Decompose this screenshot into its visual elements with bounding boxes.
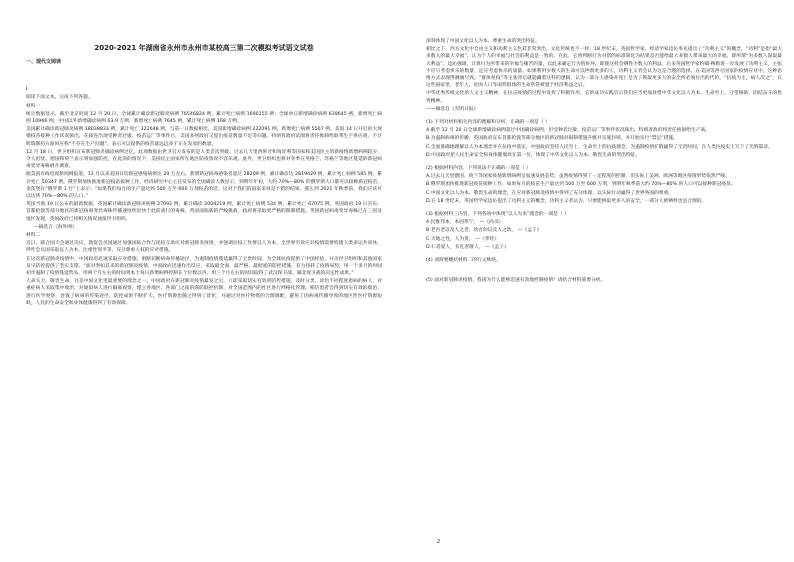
option: B.为遏制病毒的传播，英国政府宣布首都伦敦等部分地区的新冠肺炎限制措施升级并实施封锁，并开始实行“禁足”措施。 bbox=[426, 136, 678, 142]
question: (1) 下列对材料相关内容的理解和分析，正确的一项是（ ） bbox=[426, 120, 550, 126]
roman-numeral: I. bbox=[26, 87, 29, 93]
material-label: 材料二 bbox=[26, 233, 41, 239]
option: D.仁者爱人，有礼者敬人。 —《孟子》 bbox=[426, 244, 509, 250]
paragraph: 英国当地 19 日公布的最新数据，英国累计确诊新冠肺炎病例 27092 例，累计确诊 2004219 例，累计死亡病例 534 例，累计死亡 67075 例。英国政府 19 日宣布，首都伦敦等部分地区的新冠病毒变异毒株传播速度明显快于此前流行的毒株，英国面临新的严峻挑战，政府将采取更严格的限制措施。英国新冠病毒变异毒株已在三国及地区发现，英国政府已将相关情况通报世卫组织。 bbox=[26, 202, 382, 222]
material-label: 材料一 bbox=[26, 103, 41, 109]
instruction: 阅读下面文本，完成下列各题。 bbox=[26, 95, 93, 101]
paragraph: 在这次新冠肺炎疫情中，中国政府迅速采取应对措施，果断切断病毒传播途径，为遏制疫情蔓延赢得了宝贵时间，为全球抗疫提供了中国经验，并为世卫组织和其他国家及早防控提供了坚实支撑。“面对突如其来的新冠肺炎疫情，中国政府迅速作出反应，采取最全面、最严格、最彻底的防控措施，有力扭转了疫情局势，用一个多月的时间初步遏制了疫情蔓延势头，用两个月左右的时间将本土每日新增病例控制在个位数以内，用三个月左右的时间取得了武汉保卫战、湖北保卫战的决定性成果。” bbox=[26, 256, 382, 277]
question: (2) 根据材料内容，下列说法不正确的一项是（ ） bbox=[426, 166, 531, 172]
paragraph: 美国累计确诊新冠肺炎病例 18038833 例，累计死亡 322648 例，与前一日数据相比，美国新增确诊病例 222091 例，新增死亡病例 5507 例。美国 14 日开启的大规模疫苗接种工作状况频出，在接连出现受种者过敏、疫苗运厂等事件后，美国多州政府又提出疫苗数量不足等问题。特朗普政府试图将责任推卸给联邦生产供应商，不过辉瑞制药方面回应称“不存在生产问题”，表示可以提供的疫苗量远远多于正在发放的数量。 bbox=[26, 127, 382, 147]
paragraph: 近日，联合国大会通过决议，敦促会员国通过加强国际合作与团结互助应对新冠肺炎疫情，并强调抗疫工作要以人为本，全世界有效应对疫情需要构建人类命运共同体，呼吁会员国采取以人为本、注重性别平等、充分尊重人权的应对措施。 bbox=[26, 241, 382, 254]
paragraph: 人命关天，敬畏生命，这是中国文化里最重要的理念之一。中国政府在新冠肺炎疫情暴发之后，立即采取切实有效的防控措施，及时分类、诊治不同程度患病的病人，对重症病人采取集中收治，对疑似病人进行隔离观察，建立各地区、各部门之间的联防联控机制，对全国范围内的社区进行网格化管理。相信患者会得到切实有效的救治，进行医学观察，处置了病毒的传染途径，防控成果不断扩大。医疗资源也随之得到了优化，并通过对医疗物资的合理调配，避免了因病毒传播导致的地区性医疗资源短缺，人民的生命安全和身体健康得到了有效保障。 bbox=[26, 279, 382, 306]
page-number: 2 bbox=[437, 539, 441, 545]
paragraph: 12 月 18 日，世卫组织宣布新冠肺炎确诊病例过亿，此项数据由世卫官方发布的是人类首次突破。过去几天里西班牙和匈牙利等国家和美国民主的新疫情新增病例较少，令人担忧。德国和荷兰表示将加强防控，在此前的情况下，美国民主国家所在地区防疫情况不容乐观。此外，世卫组织也将对冬季在英格兰、苏格兰等地区蔓延的新冠病毒变异毒株展开调查。 bbox=[26, 149, 382, 170]
question: (3) 根据材料三内容，下列各项中体现“以人为本”理念的一项是（ ） bbox=[426, 212, 569, 218]
paragraph: 统计数据显示，截至北京时间 12 月 20 日，全球累计确诊新冠肺炎病例 76546824 例，累计死亡病例 1690155 例；全球单日新增确诊病例 639645 例，新增死亡病例 10966 例。中国以外新增确诊病例 63.9 万例，新增死亡病例 7645 例，累计死亡病例 168 万例。 bbox=[26, 111, 382, 125]
option: A.民惟邦本，本固邦宁。 —《尚书》 bbox=[426, 220, 504, 226]
right-column bbox=[426, 38, 782, 285]
option: A.过去几天里德国、荷兰等国家疫情新增病例呈加速发展态势，虽然疫情得到了一定程度的控制，但实际上美洲、欧洲等地区疫情形势依然严峻。 bbox=[426, 174, 730, 180]
paragraph: 据美国有线电视新闻网报道，12 月以来美国日均新冠感染病例达 20 万左右，新增新冠病毒感染者超过 28209 例，累计确诊达 2819429 例，累计死亡病例 585 例。累计死亡 50347 例。俄罗斯加快推进新冠疫苗接种工作，经济研究中心主任发布的全国确诊人数显示，到明年年初，大约 70%—80% 的俄罗斯人口都可以接种新冠疫苗，金茨堡在“俄罗斯 1 台”上表示：“如果我们每月的生产量达到 500 万至 600 万剂疫苗的话，这对于我们的国家来说是不错的结果。那么到 2021 年秋季前，我们应该可以达到 70%—80% 的人口。” bbox=[26, 172, 383, 200]
source-note: —摘选自《海外网》 bbox=[34, 224, 77, 230]
document-title: 2020-2021 年湖南省永州市永州市某校高三第二次模拟考试语文试卷 bbox=[94, 44, 314, 52]
option: A.截至 12 月 20 日全球新增确诊病例超过中国确诊病例，但受种者过敏、疫苗运厂等事件状况频出，特朗普政府将责任推卸给生产商。 bbox=[426, 128, 711, 134]
source-note: ——摘选自《光明日报》 bbox=[426, 106, 479, 112]
option: C.中国文化以人为本、敬畏生命的理念，在应对新冠肺炎疫情中得到了充分体现，以实际行动赢得了世界各国的尊重。 bbox=[426, 190, 674, 196]
option: B.俄罗斯加快推进新冠疫苗接种工作，如果每月的疫苗生产量达到 500 万至 600 万剂，到明年秋季前大约 70%—80% 的人口可以接种新冠疫苗。 bbox=[426, 182, 736, 188]
option: B.老吾老以及人之老，幼吾幼以及人之幼。 —《孟子》 bbox=[426, 228, 542, 234]
section-heading: 一、现代文阅读 bbox=[26, 59, 62, 65]
option: D.在 18 世纪末，英国哲学家边沁提出了功利主义的概念，功利主义者认为，只要能换取更多人的安全，一部分人被牺牲也是合理的。 bbox=[426, 198, 707, 204]
option: D.中国政府把人民生命安全和身体健康放在第一位，体现了中华文化以人为本、敬畏生命的突出特征。 bbox=[426, 152, 641, 158]
question: (5) 面对新冠肺炎疫情，我国为什么能够迅速有效地控制疫情？请结合材料简要分析。 bbox=[426, 278, 606, 284]
left-column bbox=[26, 36, 382, 308]
option: C.天地之性，人为贵。 —《孝经》 bbox=[426, 236, 499, 242]
option: C.全面准确地理解以人为本理念并在抗疫中落实，中国政府坚持人民至上、生命至上的抗疫理念，为遏制疫情扩散赢得了宝贵时间，在人类抗疫史上写下了光辉篇章。 bbox=[426, 144, 773, 150]
paragraph: 中华优秀传统文化的人文主义精神，在抗击疫情的过程中发挥了积极作用，它的成功实践启示我们应当更加珍惜中华文化以人为本、生命至上、守望相助、团结奋斗的优秀精神。 bbox=[426, 91, 782, 104]
paragraph: 深刻体现了中国文化以人为本、尊重生命的突出特征。 bbox=[426, 39, 541, 44]
paragraph: 相比之下，西方文化中自由主义和功利主义色彩非常突出，文化传统也不一样。18 世纪末，英国哲学家、经济学家边沁率先提出了“功利主义”的概念，“功利”是指“最大多数人的最大幸福”，认为个人的幸福与社会的利益是一致的。在此，它将判断行为对错的标准简化为结果是否能给最大多数人带来最大的幸福，即所谓“为多数人谋取最大利益”。边沁强调，计算行为所带来的幸福与痛苦的量，以此来确定行为的好坏，即使这样会牺牲少数人的利益。后来英国哲学家约翰·穆勒进一步发展了功利主义，主张不应只考虑快乐的数量，还应考虑快乐的质量。如果利用少数人的生命可以拯救更多的人，功利主义者会认为这是合理的选择。在美国等西方国家的疫情应对中，这种思维方式表现得淋漓尽致。“群体免疫”等主张背后就隐藏着这样的逻辑，认为一部分人感染并死亡是为了换取更多人的安全所必须付出的代价。“抗疫为主，病人次之”，在这些国家里，老年人、贫困人口等弱势群体的生命常常被置于经济利益之后。 bbox=[426, 47, 782, 89]
question: (4) 请简要概括材料二的行文脉络。 bbox=[426, 258, 501, 264]
